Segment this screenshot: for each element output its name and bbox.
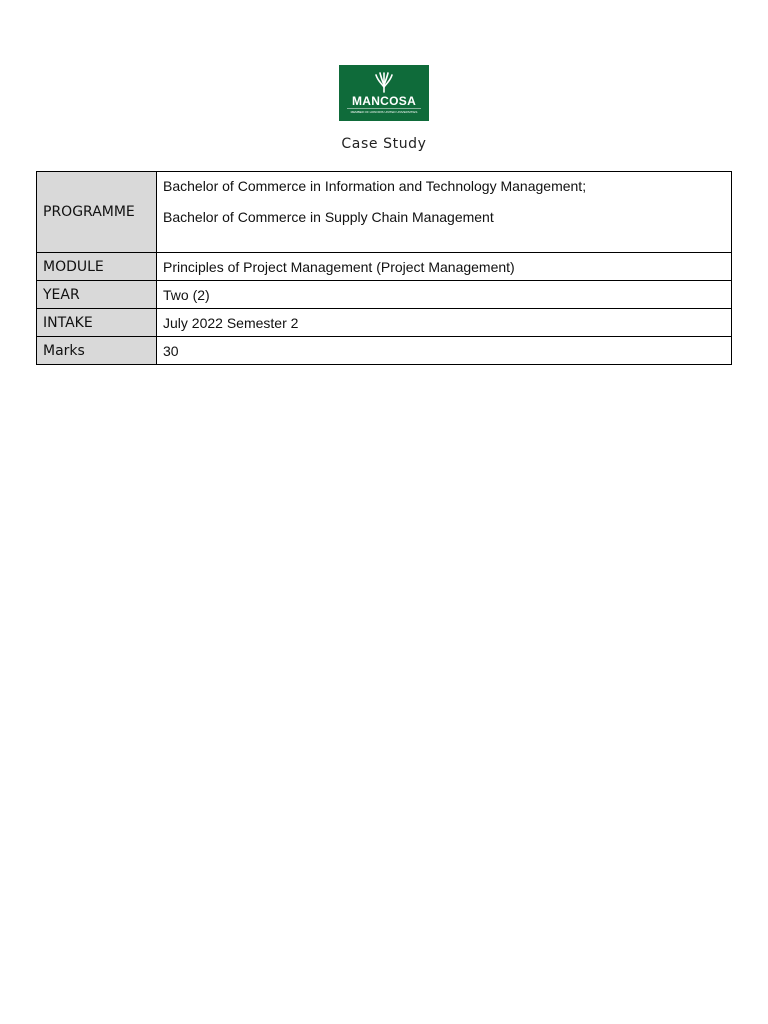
intake-label: INTAKE — [37, 309, 157, 337]
programme-info-table — [36, 171, 732, 365]
svg-text:MEMBER OF HONORIS UNITED UNIVE: MEMBER OF HONORIS UNITED UNIVERSITIES — [350, 110, 418, 114]
year-label: YEAR — [37, 281, 157, 309]
table-row-year — [37, 281, 732, 309]
programme-label: PROGRAMME — [37, 172, 157, 253]
year-value: Two (2) — [157, 281, 732, 309]
intake-value: July 2022 Semester 2 — [157, 309, 732, 337]
module-label: MODULE — [37, 253, 157, 281]
mancosa-tree-icon — [339, 65, 429, 121]
marks-value: 30 — [157, 337, 732, 365]
programme-value-line-2: Bachelor of Commerce in Supply Chain Management — [163, 209, 494, 225]
table-row-intake — [37, 309, 732, 337]
mancosa-logo — [339, 65, 429, 121]
table-row-programme — [37, 172, 732, 253]
document-title: Case Study — [341, 136, 427, 152]
marks-label: Marks — [37, 337, 157, 365]
table-row-marks — [37, 337, 732, 365]
table-row-module — [37, 253, 732, 281]
programme-value — [157, 172, 732, 253]
svg-text:MANCOSA: MANCOSA — [351, 94, 417, 108]
module-value: Principles of Project Management (Project Management) — [157, 253, 732, 281]
programme-value-line-1: Bachelor of Commerce in Information and Technology Management; — [163, 178, 587, 194]
